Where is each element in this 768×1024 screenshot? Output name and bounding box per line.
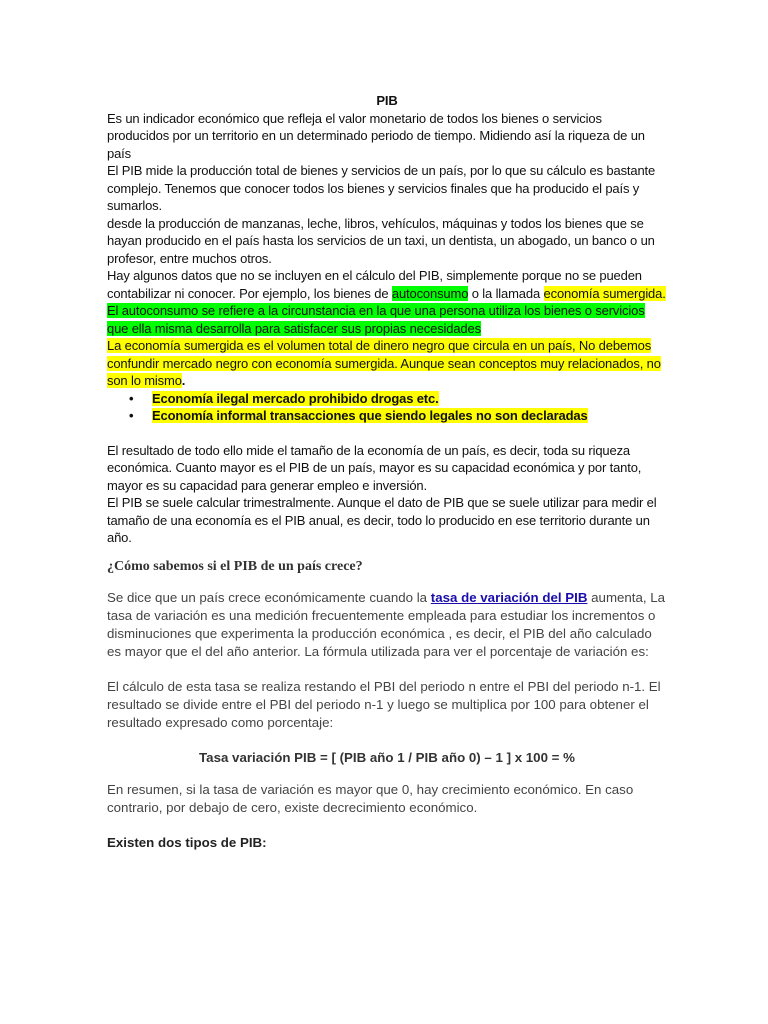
list-item [107, 407, 667, 425]
paragraph-result: El resultado de todo ello mide el tamaño de la economía de un país, es decir, toda su riqueza económica. Cuanto mayor es el PIB de un país, mayor es su capacidad económica y por tanto, mayor es su capacidad para generar empleo e inversión. [107, 442, 642, 493]
paragraph-excluded [107, 267, 667, 302]
highlight-autoconsumo: autoconsumo [391, 285, 469, 301]
autoconsumo-definition: El autoconsumo se refiere a la circunstancia en la que una persona utiliza los bienes o servicios que ella misma desarrolla para satisfacer sus propias necesidades [107, 303, 645, 336]
section-question: ¿Cómo sabemos si el PIB de un país crece? [107, 558, 363, 574]
bullet-icon: • [129, 408, 134, 423]
document-page [107, 92, 667, 850]
body-calibri [107, 92, 667, 547]
bullet-list [107, 390, 667, 425]
body-arial [107, 589, 667, 732]
growth-text-after: aumenta, La tasa de variación es una medición frecuentemente empleada para estudiar los incrementos o disminuciones que experimenta la producción económica , es decir, el PIB del año calculado es mayor que el del año anterior. La fórmula utilizada para ver el porcentaje de variación es: [107, 589, 666, 659]
formula: Tasa variación PIB = [ (PIB año 1 / PIB año 0) – 1 ] x 100 = % [199, 749, 575, 765]
list-item-text: Economía ilegal mercado prohibido drogas etc. [152, 390, 439, 406]
tasa-variacion-link[interactable]: tasa de variación del PIB [430, 589, 588, 605]
paragraph-definition: Es un indicador económico que refleja el valor monetario de todos los bienes o servicios producidos por un territorio en un determinado periodo de tiempo. Midiendo así la riqueza de un país [107, 110, 645, 161]
list-item-text: Economía informal transacciones que siendo legales no son declaradas [152, 408, 588, 423]
paragraph-autoconsumo [107, 302, 667, 337]
paragraph-measure: El PIB mide la producción total de bienes y servicios de un país, por lo que su cálculo es bastante complejo. Tenemos que conocer todos los bienes y servicios finales que ha producido el país y sumarlos. [107, 163, 656, 213]
growth-text-before: Se dice que un país crece económicamente cuando la [107, 589, 431, 605]
paragraph-sumergida [107, 337, 667, 390]
excluded-text-b: o la llamada [468, 285, 544, 301]
highlight-economia-sumergida: economía sumergida. [543, 285, 666, 301]
paragraph-summary: En resumen, si la tasa de variación es mayor que 0, hay crecimiento económico. En caso contrario, por debajo de cero, existe decrecimiento económico. [107, 781, 634, 815]
sumergida-end: . [181, 373, 186, 388]
spacer [107, 425, 667, 442]
paragraph-examples: desde la producción de manzanas, leche, libros, vehículos, máquinas y todos los bienes que se hayan producido en el país hasta los servicios de un taxi, un dentista, un abogado, un banco o un profesor, entre muchos otros. [107, 215, 655, 266]
summary-block [107, 781, 667, 817]
excluded-text-a: Hay algunos datos que no se incluyen en el cálculo del PIB, simplemente porque no se pueden contabilizar ni conocer. Por ejemplo, los bienes de [107, 268, 642, 301]
paragraph-quarterly: El PIB se suele calcular trimestralmente. Aunque el dato de PIB que se suele utilizar para medir el tamaño de una economía es el PIB anual, es decir, todo lo producido en ese territorio durante un año. [107, 495, 657, 545]
paragraph-growth [107, 589, 667, 661]
sumergida-definition: La economía sumergida es el volumen total de dinero negro que circula en un país, No debemos confundir mercado negro con economía sumergida. Aunque sean conceptos muy relacionados, no son lo mismo [107, 338, 661, 388]
bullet-icon: • [129, 390, 134, 406]
section-heading-types: Existen dos tipos de PIB: [107, 834, 267, 850]
paragraph-calculation: El cálculo de esta tasa se realiza restando el PBI del periodo n entre el PBI del periodo n-1. El resultado se divide entre el PBI del periodo n-1 y luego se multiplica por 100 para obtener el resultado expresado como porcentaje: [107, 678, 661, 730]
list-item [107, 390, 667, 408]
document-title: PIB [376, 93, 398, 108]
